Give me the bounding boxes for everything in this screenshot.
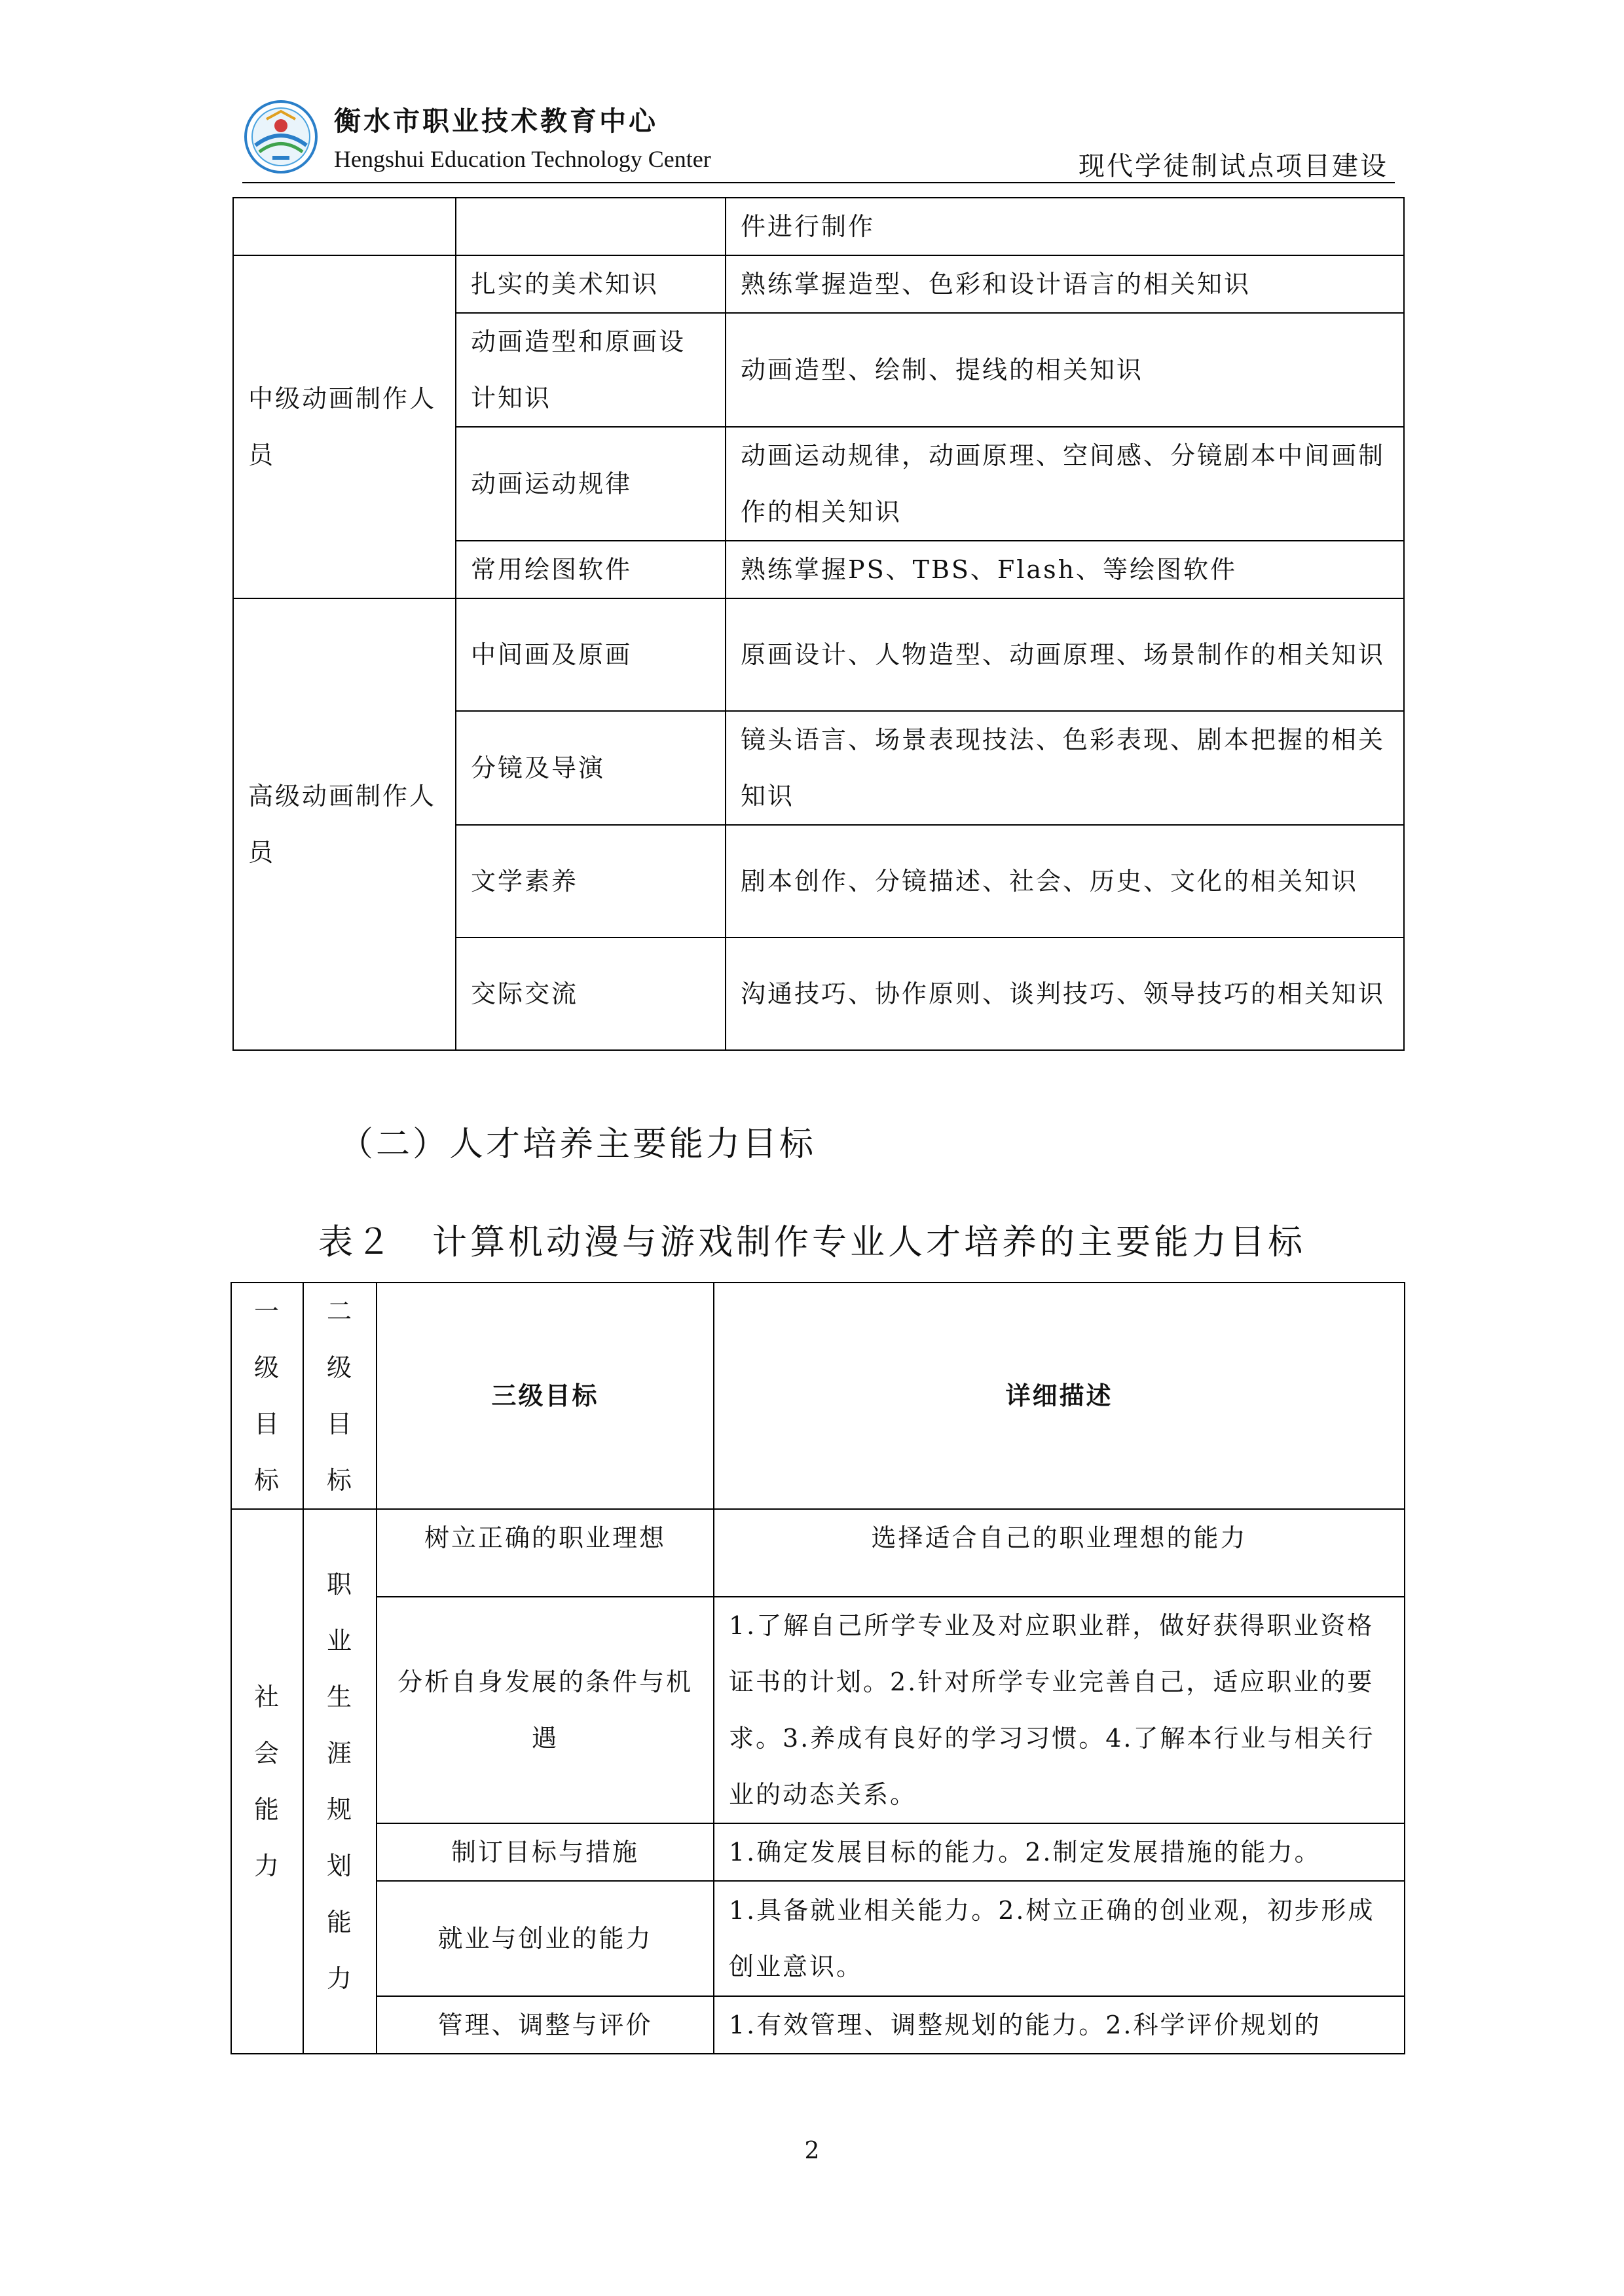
table-row — [233, 255, 1404, 313]
table-row — [231, 1823, 1405, 1881]
skill-cell: 动画运动规律 — [456, 427, 726, 541]
table-row — [231, 1881, 1405, 1996]
table-cell: 件进行制作 — [726, 198, 1404, 255]
skill-cell: 分镜及导演 — [456, 711, 726, 825]
desc-cell: 1.了解自己所学专业及对应职业群，做好获得职业资格证书的计划。2.针对所学专业完善自己，适应职业的要求。3.养成有良好的学习习惯。4.了解本行业与相关行业的动态关系。 — [714, 1597, 1405, 1823]
level2-cell: 职 业 生 涯 规 划 能 力 — [303, 1509, 377, 2054]
page-header — [242, 92, 1395, 183]
goal-cell: 制订目标与措施 — [377, 1823, 714, 1881]
desc-cell: 剧本创作、分镜描述、社会、历史、文化的相关知识 — [726, 825, 1404, 938]
desc-cell: 动画运动规律，动画原理、空间感、分镜剧本中间画制作的相关知识 — [726, 427, 1404, 541]
desc-cell: 动画造型、绘制、提线的相关知识 — [726, 313, 1404, 427]
skill-cell: 文学素养 — [456, 825, 726, 938]
header-detail: 详细描述 — [714, 1283, 1405, 1509]
level1-cell: 社 会 能 力 — [231, 1509, 303, 2054]
header-divider — [242, 182, 1395, 183]
table-caption-text: 表２ 计算机动漫与游戏制作专业人才培养的主要能力目标 — [318, 1222, 1306, 1262]
table-row — [231, 1996, 1405, 2054]
table-row — [233, 198, 1404, 255]
desc-cell: 1.具备就业相关能力。2.树立正确的创业观，初步形成创业意识。 — [714, 1881, 1405, 1996]
level-cell: 中级动画制作人员 — [233, 255, 456, 598]
table-header-row — [231, 1283, 1405, 1509]
skill-cell: 中间画及原画 — [456, 598, 726, 711]
desc-cell: 沟通技巧、协作原则、谈判技巧、领导技巧的相关知识 — [726, 938, 1404, 1050]
section-title: （二）人才培养主要能力目标 — [339, 1125, 817, 1164]
header-level2: 二 级 目 标 — [303, 1283, 377, 1509]
desc-cell: 1.确定发展目标的能力。2.制定发展措施的能力。 — [714, 1823, 1405, 1881]
org-name-en: Hengshui Education Technology Center — [334, 146, 711, 172]
goal-cell: 分析自身发展的条件与机遇 — [377, 1597, 714, 1823]
table-row — [231, 1509, 1405, 1597]
ability-table — [231, 1282, 1405, 2054]
header-level3: 三级目标 — [377, 1283, 714, 1509]
desc-cell: 熟练掌握PS、TBS、Flash、等绘图软件 — [726, 541, 1404, 598]
skill-cell: 常用绘图软件 — [456, 541, 726, 598]
goal-cell: 树立正确的职业理想 — [377, 1509, 714, 1597]
table-row — [233, 598, 1404, 711]
knowledge-table — [232, 197, 1405, 1051]
page-number: 2 — [804, 2138, 820, 2164]
skill-cell: 扎实的美术知识 — [456, 255, 726, 313]
desc-cell: 原画设计、人物造型、动画原理、场景制作的相关知识 — [726, 598, 1404, 711]
desc-cell: 熟练掌握造型、色彩和设计语言的相关知识 — [726, 255, 1404, 313]
header-level1: 一 级 目 标 — [231, 1283, 303, 1509]
goal-cell: 管理、调整与评价 — [377, 1996, 714, 2054]
school-emblem-icon — [244, 100, 318, 174]
org-name-cn: 衡水市职业技术教育中心 — [334, 105, 658, 137]
project-title: 现代学徒制试点项目建设 — [1079, 151, 1388, 181]
goal-cell: 就业与创业的能力 — [377, 1881, 714, 1996]
table-cell — [233, 198, 456, 255]
skill-cell: 动画造型和原画设计知识 — [456, 313, 726, 427]
desc-cell: 镜头语言、场景表现技法、色彩表现、剧本把握的相关知识 — [726, 711, 1404, 825]
table-row — [231, 1597, 1405, 1823]
level-cell: 高级动画制作人员 — [233, 598, 456, 1050]
desc-cell: 1.有效管理、调整规划的能力。2.科学评价规划的 — [714, 1996, 1405, 2054]
desc-cell: 选择适合自己的职业理想的能力 — [714, 1509, 1405, 1597]
table-cell — [456, 198, 726, 255]
skill-cell: 交际交流 — [456, 938, 726, 1050]
table-caption — [0, 1214, 1624, 1264]
